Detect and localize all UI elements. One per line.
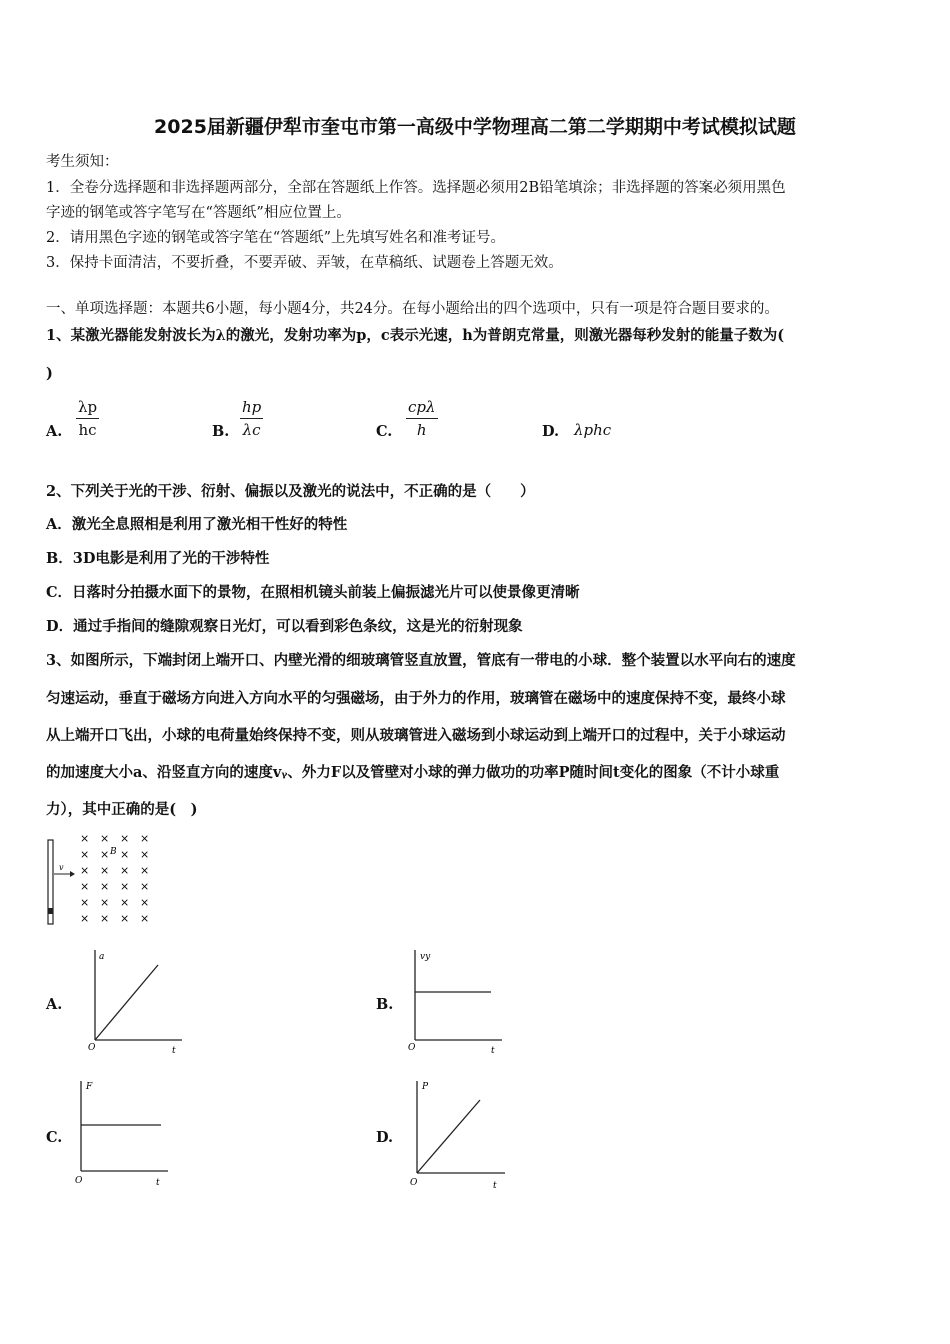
origin-label: O bbox=[410, 1178, 418, 1188]
field-mark: × bbox=[80, 896, 90, 909]
origin-label: O bbox=[75, 1176, 83, 1186]
question-3-line: 的加速度大小a、沿竖直方向的速度vᵧ、外力F以及管壁对小球的弹力做功的功率P随时间t变化的图象（不计小球重 bbox=[46, 764, 780, 781]
field-mark: × bbox=[140, 848, 150, 861]
graph-d bbox=[405, 1075, 515, 1190]
field-mark: × bbox=[140, 880, 150, 893]
field-mark: × bbox=[100, 896, 110, 909]
q3-option-b-label: B. bbox=[376, 996, 394, 1013]
q2-option-c: C．日落时分拍摄水面下的景物，在照相机镜头前装上偏振滤光片可以使景像更清晰 bbox=[46, 584, 580, 601]
question-3-line: 3、如图所示，下端封闭上端开口、内壁光滑的细玻璃管竖直放置，管底有一带电的小球．整个装置以水平向右的速度 bbox=[46, 652, 796, 669]
q3-option-d-label: D. bbox=[376, 1129, 394, 1146]
q2-option-b: B．3D电影是利用了光的干涉特性 bbox=[46, 550, 270, 567]
velocity-arrowhead bbox=[70, 871, 75, 877]
field-marks bbox=[80, 832, 149, 925]
graph-line bbox=[417, 1100, 480, 1173]
graph-a bbox=[80, 945, 190, 1055]
graph-line bbox=[95, 965, 158, 1040]
x-axis-label: t bbox=[493, 1181, 497, 1190]
notice-item: 1．全卷分选择题和非选择题两部分，全部在答题纸上作答。选择题必须用2B铅笔填涂；非选择题的答案必须用黑色 bbox=[46, 180, 786, 196]
question-1-stem: 1、某激光器能发射波长为λ的激光，发射功率为p，c表示光速，h为普朗克常量，则激光器每秒发射的能量子数为( bbox=[46, 327, 785, 344]
field-mark: × bbox=[120, 896, 130, 909]
field-mark: × bbox=[80, 880, 90, 893]
field-mark: × bbox=[80, 848, 90, 861]
field-mark: × bbox=[140, 912, 150, 925]
field-label: B bbox=[110, 847, 117, 857]
graph-b bbox=[405, 945, 515, 1055]
field-mark: × bbox=[80, 832, 90, 845]
q1-option-b-fraction bbox=[240, 398, 263, 439]
q3-option-c-label: C. bbox=[46, 1129, 63, 1146]
q1-option-b-numerator: hp bbox=[240, 398, 263, 419]
y-axis-label: vy bbox=[420, 952, 431, 962]
q1-option-d-label: D. bbox=[542, 423, 560, 440]
field-mark: × bbox=[100, 832, 110, 845]
q1-option-d-expression: λphc bbox=[574, 421, 612, 439]
page-title: 2025届新疆伊犁市奎屯市第一高级中学物理高二第二学期期中考试模拟试题 bbox=[154, 116, 796, 138]
field-mark: × bbox=[120, 864, 130, 877]
field-mark: × bbox=[120, 848, 130, 861]
field-mark: × bbox=[100, 912, 110, 925]
charged-ball bbox=[48, 908, 53, 914]
q2-option-a: A．激光全息照相是利用了激光相干性好的特性 bbox=[46, 516, 348, 533]
q1-option-c-label: C. bbox=[376, 423, 393, 440]
graph-c bbox=[65, 1075, 175, 1187]
notice-heading: 考生须知： bbox=[46, 154, 119, 170]
q1-option-b-denominator: λc bbox=[242, 421, 261, 439]
origin-label: O bbox=[88, 1043, 96, 1053]
q1-option-c-numerator: cpλ bbox=[406, 398, 438, 419]
origin-label: O bbox=[408, 1043, 416, 1053]
q1-option-a-fraction bbox=[76, 398, 99, 439]
question-1-stem-end: ) bbox=[46, 365, 53, 382]
q1-option-a-denominator: hc bbox=[78, 421, 97, 439]
notice-item: 3．保持卡面清洁，不要折叠，不要弄破、弄皱，在草稿纸、试题卷上答题无效。 bbox=[46, 255, 563, 271]
q1-option-a-label: A. bbox=[46, 423, 63, 440]
q1-option-b-label: B. bbox=[212, 423, 230, 440]
field-mark: × bbox=[120, 912, 130, 925]
q2-option-d: D．通过手指间的缝隙观察日光灯，可以看到彩色条纹，这是光的衍射现象 bbox=[46, 618, 523, 635]
field-mark: × bbox=[80, 912, 90, 925]
x-axis-label: t bbox=[491, 1046, 495, 1055]
field-mark: × bbox=[140, 896, 150, 909]
field-mark: × bbox=[80, 864, 90, 877]
q3-option-a-label: A. bbox=[46, 996, 63, 1013]
x-axis-label: t bbox=[172, 1046, 176, 1055]
question-3-line: 从上端开口飞出，小球的电荷量始终保持不变，则从玻璃管进入磁场到小球运动到上端开口的过程中，关于小球运动 bbox=[46, 727, 786, 744]
q1-option-a-numerator: λp bbox=[76, 398, 99, 419]
field-mark: × bbox=[140, 864, 150, 877]
y-axis-label: F bbox=[86, 1082, 93, 1092]
x-axis-label: t bbox=[156, 1178, 160, 1187]
question-3-line: 力），其中正确的是( ) bbox=[46, 801, 198, 818]
question-2-stem: 2、下列关于光的干涉、衍射、偏振以及激光的说法中，不正确的是（ ） bbox=[46, 483, 535, 500]
velocity-label: v bbox=[59, 863, 64, 872]
field-mark: × bbox=[120, 832, 130, 845]
question-3-line: 匀速运动，垂直于磁场方向进入方向水平的匀强磁场，由于外力的作用，玻璃管在磁场中的速度保持不变，最终小球 bbox=[46, 690, 786, 707]
section-heading: 一、单项选择题：本题共6小题，每小题4分，共24分。在每小题给出的四个选项中，只有一项是符合题目要求的。 bbox=[46, 301, 779, 317]
field-mark: × bbox=[100, 880, 110, 893]
notice-item: 字迹的钢笔或答字笔写在“答题纸”相应位置上。 bbox=[46, 205, 351, 221]
field-mark: × bbox=[100, 848, 110, 861]
q1-option-c-denominator: h bbox=[416, 421, 427, 439]
magnetic-field-figure bbox=[40, 830, 170, 930]
q1-option-c-fraction bbox=[406, 398, 438, 439]
field-mark: × bbox=[140, 832, 150, 845]
y-axis-label: a bbox=[99, 952, 105, 962]
notice-item: 2．请用黑色字迹的钢笔或答字笔在“答题纸”上先填写姓名和准考证号。 bbox=[46, 230, 506, 246]
y-axis-label: P bbox=[422, 1082, 429, 1092]
field-mark: × bbox=[100, 864, 110, 877]
field-mark: × bbox=[120, 880, 130, 893]
